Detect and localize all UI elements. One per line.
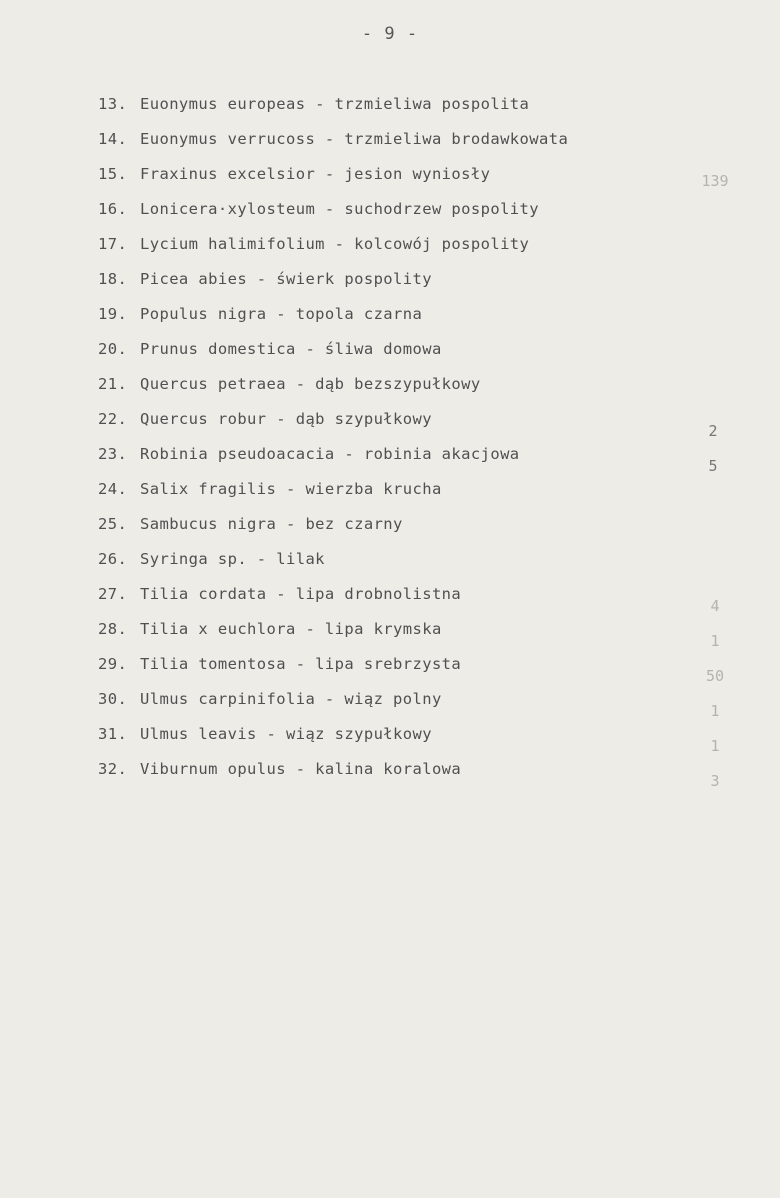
list-item: [98, 585, 461, 603]
entry-text: Ulmus carpinifolia - wiąz polny: [140, 690, 442, 708]
entry-text: Tilia x euchlora - lipa krymska: [140, 620, 442, 638]
margin-count: 5: [708, 457, 718, 475]
entry-number: 18.: [98, 270, 128, 288]
entry-number: 27.: [98, 585, 128, 603]
entry-text: Fraxinus excelsior - jesion wyniosły: [140, 165, 491, 183]
entry-text: Euonymus europeas - trzmieliwa pospolita: [140, 95, 530, 113]
list-item: [98, 725, 432, 743]
entry-number: 31.: [98, 725, 128, 743]
list-item: [98, 200, 539, 218]
list-item: [98, 690, 442, 708]
margin-count: 2: [708, 422, 718, 440]
entry-text: Salix fragilis - wierzba krucha: [140, 480, 442, 498]
list-item: [98, 270, 432, 288]
entry-number: 23.: [98, 445, 128, 463]
page-number: - 9 -: [361, 24, 419, 44]
margin-count: 1: [710, 632, 720, 650]
entry-text: Lonicera·xylosteum - suchodrzew pospolity: [140, 200, 540, 218]
entry-text: Euonymus verrucoss - trzmieliwa brodawkowata: [140, 130, 569, 148]
margin-count: 50: [705, 667, 725, 685]
entry-text: Ulmus leavis - wiąz szypułkowy: [140, 725, 432, 743]
list-item: [98, 165, 490, 183]
list-item: [98, 95, 529, 113]
list-item: [98, 410, 432, 428]
entry-number: 29.: [98, 655, 128, 673]
entry-number: 30.: [98, 690, 128, 708]
margin-count: 4: [710, 597, 720, 615]
margin-count: 139: [701, 172, 729, 190]
entry-text: Tilia tomentosa - lipa srebrzysta: [140, 655, 462, 673]
entry-text: Syringa sp. - lilak: [140, 550, 325, 568]
entry-number: 22.: [98, 410, 128, 428]
entry-text: Sambucus nigra - bez czarny: [140, 515, 403, 533]
entry-number: 28.: [98, 620, 128, 638]
margin-count: 3: [710, 772, 720, 790]
entry-text: Quercus petraea - dąb bezszypułkowy: [140, 375, 481, 393]
margin-count: 1: [710, 737, 720, 755]
entry-text: Picea abies - świerk pospolity: [140, 270, 432, 288]
entry-number: 14.: [98, 130, 128, 148]
entry-text: Prunus domestica - śliwa domowa: [140, 340, 442, 358]
list-item: [98, 340, 442, 358]
entry-number: 16.: [98, 200, 128, 218]
entry-number: 26.: [98, 550, 128, 568]
entry-number: 15.: [98, 165, 128, 183]
entry-number: 19.: [98, 305, 128, 323]
entry-number: 21.: [98, 375, 128, 393]
entry-number: 24.: [98, 480, 128, 498]
entry-number: 20.: [98, 340, 128, 358]
entry-text: Tilia cordata - lipa drobnolistna: [140, 585, 462, 603]
list-item: [98, 445, 520, 463]
list-item: [98, 620, 442, 638]
margin-count: 1: [710, 702, 720, 720]
entry-text: Viburnum opulus - kalina koralowa: [140, 760, 462, 778]
entry-number: 17.: [98, 235, 128, 253]
list-item: [98, 760, 461, 778]
list-item: [98, 655, 461, 673]
list-item: [98, 480, 442, 498]
list-item: [98, 375, 481, 393]
entry-number: 25.: [98, 515, 128, 533]
list-item: [98, 515, 403, 533]
list-item: [98, 130, 568, 148]
entry-text: Populus nigra - topola czarna: [140, 305, 423, 323]
entry-number: 13.: [98, 95, 128, 113]
entry-number: 32.: [98, 760, 128, 778]
list-item: [98, 305, 422, 323]
entry-text: Quercus robur - dąb szypułkowy: [140, 410, 432, 428]
list-item: [98, 235, 529, 253]
entry-text: Lycium halimifolium - kolcowój pospolity: [140, 235, 530, 253]
list-item: [98, 550, 325, 568]
entry-text: Robinia pseudoacacia - robinia akacjowa: [140, 445, 520, 463]
